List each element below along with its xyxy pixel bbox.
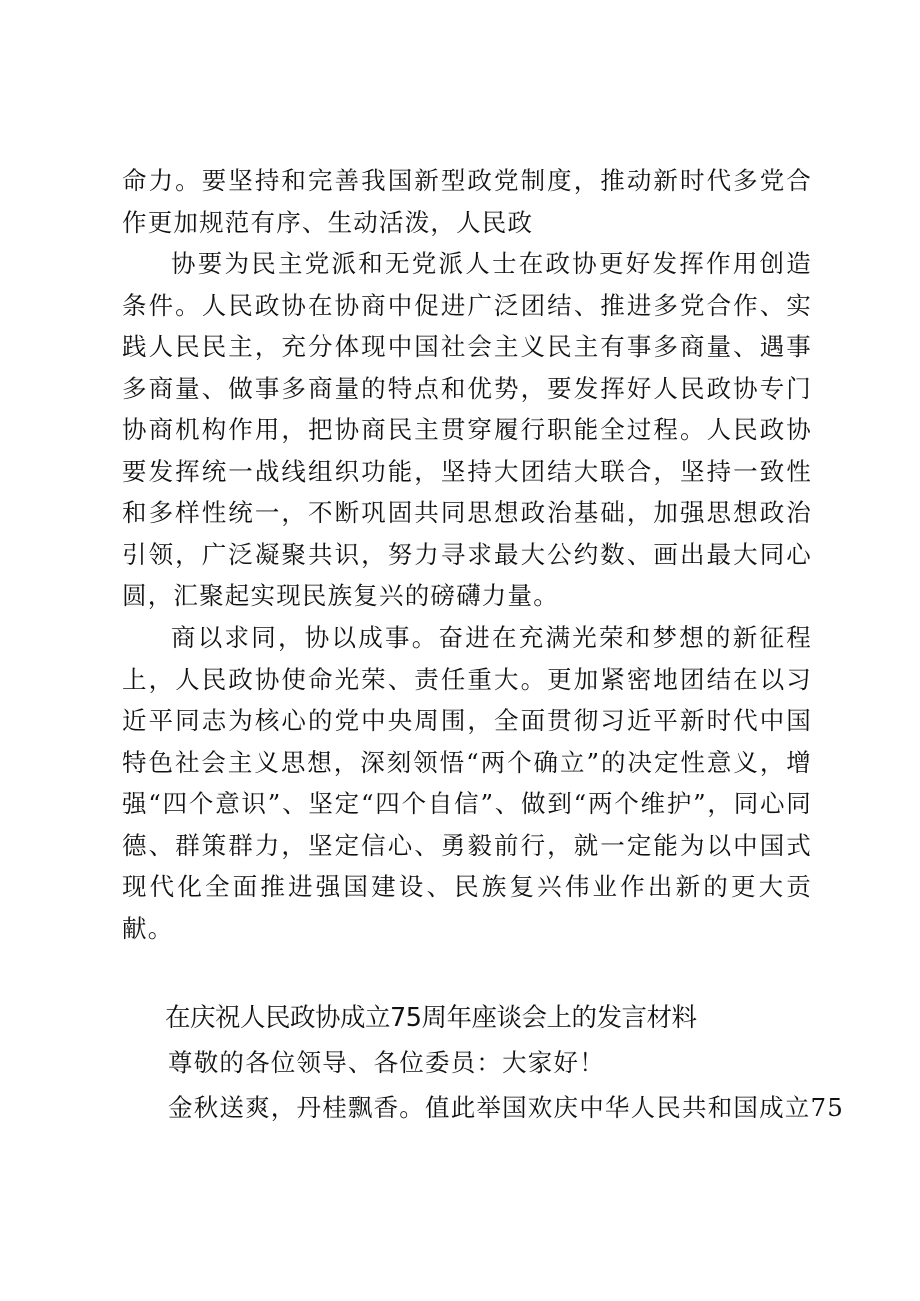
greeting-line: 尊敬的各位领导、各位委员：大家好！: [168, 1048, 605, 1077]
paragraph-conclusion: 商以求同，协以成事。奋进在充满光荣和梦想的新征程上，人民政协使命光荣、责任重大。更加紧密地团结在以习近平同志为核心的党中央周围，全面贯彻习近平新时代中国特色社会主义思想，深刻领悟“两个确立”的决定性意义，增强“四个意识”、坚定“四个自信”、做到“两个维护”，同心同德、群策群力，坚定信心、勇毅前行，就一定能为以中国式现代化全面推进强国建设、民族复兴伟业作出新的更大贡献。: [122, 623, 812, 943]
paragraph-continuation: 命力。要坚持和完善我国新型政党制度，推动新时代多党合作更加规范有序、生动活泼，人民政: [122, 166, 812, 237]
opening-line: 金秋送爽，丹桂飘香。值此举国欢庆中华人民共和国成立75: [168, 1093, 845, 1122]
paragraph-consultation: 协要为民主党派和无党派人士在政协更好发挥作用创造条件。人民政协在协商中促进广泛团结、推进多党合作、实践人民民主，充分体现中国社会主义民主有事多商量、遇事多商量、做事多商量的特点和优势，要发挥好人民政协专门协商机构作用，把协商民主贯穿履行职能全过程。人民政协要发挥统一战线组织功能，坚持大团结大联合，坚持一致性和多样性统一，不断巩固共同思想政治基础，加强思想政治引领，广泛凝聚共识，努力寻求最大公约数、画出最大同心圆，汇聚起实现民族复兴的磅礴力量。: [122, 249, 812, 610]
section-title: 在庆祝人民政协成立75周年座谈会上的发言材料: [165, 1003, 697, 1033]
